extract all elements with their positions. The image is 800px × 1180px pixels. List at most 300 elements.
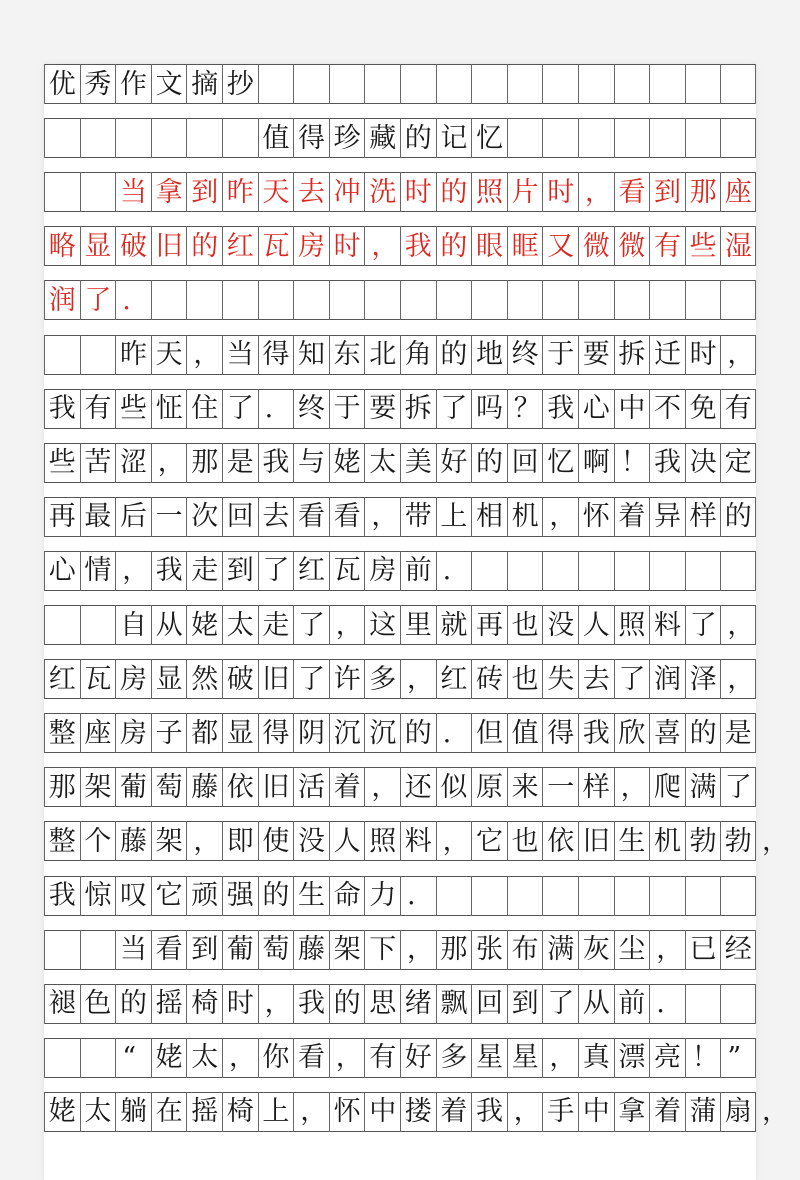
empty-cell [720,876,756,916]
character-cell: 角 [400,335,436,375]
character-cell: 子 [151,713,187,753]
character-cell: 尘 [614,930,650,970]
character-cell: 时 [400,172,436,212]
punctuation-cell: ， [329,1038,365,1078]
grid-row [44,605,756,645]
character-cell: 活 [293,767,329,807]
empty-cell [720,64,756,104]
character-cell: 吗 [471,389,507,429]
punctuation-cell: ， [364,497,400,537]
empty-cell [80,335,116,375]
character-cell: 了 [542,984,578,1024]
character-cell: 亮 [649,1038,685,1078]
character-cell: 破 [115,226,151,266]
empty-cell [222,118,258,158]
punctuation-cell: . [258,389,294,429]
empty-cell [542,876,578,916]
character-cell: 整 [44,713,80,753]
character-cell: 强 [222,876,258,916]
character-cell: 时 [542,172,578,212]
character-cell: 北 [364,335,400,375]
character-cell: 个 [80,821,116,861]
empty-cell [685,984,721,1024]
character-cell: 使 [258,821,294,861]
character-cell: 我 [649,443,685,483]
character-cell: 机 [649,821,685,861]
character-cell: 拿 [151,172,187,212]
character-cell: 得 [293,118,329,158]
character-cell: 即 [222,821,258,861]
grid-row [44,1038,756,1078]
grid-row-title [44,118,756,158]
character-cell: 灰 [578,930,614,970]
grid-row [44,713,756,753]
empty-cell [44,118,80,158]
empty-cell [151,118,187,158]
character-cell: 生 [614,821,650,861]
character-cell: 心 [578,389,614,429]
character-cell: 旧 [578,821,614,861]
character-cell: 了 [293,659,329,699]
character-cell: 美 [400,443,436,483]
character-cell: 不 [649,389,685,429]
character-cell: 的 [436,335,472,375]
character-cell: 欣 [614,713,650,753]
character-cell: 的 [400,713,436,753]
empty-cell [685,876,721,916]
character-cell: 藤 [115,821,151,861]
character-cell: 走 [186,551,222,591]
empty-cell [471,280,507,320]
empty-cell [614,551,650,591]
punctuation-cell: ， [400,659,436,699]
punctuation-cell: ！ [614,443,650,483]
character-cell: 去 [293,172,329,212]
character-cell: 里 [400,605,436,645]
grid-row [44,984,756,1024]
character-cell: 看 [293,497,329,537]
empty-cell [80,1038,116,1078]
character-cell: 砖 [471,659,507,699]
character-cell: 的 [400,118,436,158]
character-cell: 值 [507,713,543,753]
empty-cell [80,118,116,158]
grid-row [44,767,756,807]
empty-cell [44,1038,80,1078]
character-cell: 要 [578,335,614,375]
character-cell: 显 [80,226,116,266]
character-cell: 到 [186,930,222,970]
grid-row [44,1092,789,1132]
character-cell: 房 [364,551,400,591]
character-cell: 时 [222,984,258,1024]
character-cell: 房 [293,226,329,266]
character-cell: 看 [151,930,187,970]
grid-row [44,172,756,212]
character-cell: 得 [542,713,578,753]
character-cell: 涩 [115,443,151,483]
character-cell: 架 [80,767,116,807]
character-cell: 着 [614,497,650,537]
character-cell: 太 [222,605,258,645]
empty-cell [507,551,543,591]
character-cell: 太 [364,443,400,483]
punctuation-cell: ， [649,930,685,970]
character-cell: 人 [578,605,614,645]
grid-row [44,930,756,970]
empty-cell [329,280,365,320]
character-cell: 住 [186,389,222,429]
character-cell: 座 [720,172,756,212]
punctuation-cell: ， [542,1038,578,1078]
character-cell: 与 [293,443,329,483]
empty-cell [44,930,80,970]
character-cell: 也 [507,605,543,645]
character-cell: 拿 [614,1092,650,1132]
character-cell: 生 [293,876,329,916]
character-cell: 红 [222,226,258,266]
empty-cell [649,118,685,158]
punctuation-cell: ， [329,605,365,645]
character-cell: 失 [542,659,578,699]
character-cell: 星 [471,1038,507,1078]
character-cell: 要 [364,389,400,429]
character-cell: 飘 [436,984,472,1024]
empty-cell [44,172,80,212]
character-cell: 到 [222,551,258,591]
character-cell: 蒲 [685,1092,721,1132]
character-cell: 有 [649,226,685,266]
character-cell: 着 [329,767,365,807]
grid-row-header [44,64,756,104]
character-cell: 摇 [151,984,187,1024]
punctuation-cell: ， [151,443,187,483]
character-cell: 作 [115,64,151,104]
character-cell: 回 [222,497,258,537]
character-cell: 瓦 [80,659,116,699]
punctuation-cell: ， [578,172,614,212]
character-cell: 了 [80,280,116,320]
character-cell: 怀 [578,497,614,537]
empty-cell [578,280,614,320]
character-cell: 它 [471,821,507,861]
character-cell: 喜 [649,713,685,753]
character-cell: 来 [507,767,543,807]
character-cell: 红 [44,659,80,699]
empty-cell [471,551,507,591]
character-cell: 我 [293,984,329,1024]
character-cell: 搂 [400,1092,436,1132]
character-cell: 经 [720,930,756,970]
character-cell: 太 [80,1092,116,1132]
character-cell: 于 [329,389,365,429]
character-cell: 时 [685,335,721,375]
grid-row [44,226,756,266]
character-cell: 红 [436,659,472,699]
grid-row [44,821,789,861]
character-cell: 沉 [329,713,365,753]
character-cell: 回 [507,443,543,483]
character-cell: 叹 [115,876,151,916]
character-cell: 润 [44,280,80,320]
character-cell: 略 [44,226,80,266]
character-cell: 力 [364,876,400,916]
character-cell: 架 [151,821,187,861]
character-cell: 回 [471,984,507,1024]
character-cell: 漂 [614,1038,650,1078]
empty-cell [685,551,721,591]
character-cell: 破 [222,659,258,699]
character-cell: 些 [44,443,80,483]
character-cell: 一 [542,767,578,807]
punctuation-cell: ， [222,1038,258,1078]
empty-cell [364,64,400,104]
empty-cell [578,64,614,104]
character-cell: 得 [258,335,294,375]
character-cell: 最 [80,497,116,537]
character-cell: 我 [151,551,187,591]
character-cell: 异 [649,497,685,537]
character-cell: 满 [542,930,578,970]
character-cell: 那 [685,172,721,212]
punctuation-cell: ， [720,335,756,375]
character-cell: 拆 [614,335,650,375]
empty-cell [44,335,80,375]
character-cell: 色 [80,984,116,1024]
character-cell: 多 [364,659,400,699]
character-cell: 着 [649,1092,685,1132]
character-cell: 爬 [649,767,685,807]
character-cell: 我 [258,443,294,483]
character-cell: 许 [329,659,365,699]
grid-row [44,389,756,429]
character-cell: 萄 [258,930,294,970]
character-cell: 葡 [222,930,258,970]
punctuation-cell: ， [186,335,222,375]
punctuation-cell: ， [186,821,222,861]
character-cell: 中 [364,1092,400,1132]
punctuation-cell: ， [720,659,756,699]
character-cell: 些 [685,226,721,266]
empty-cell [720,280,756,320]
empty-cell [542,64,578,104]
character-cell: 好 [436,443,472,483]
character-cell: 了 [293,605,329,645]
character-cell: 昨 [115,335,151,375]
character-cell: 后 [115,497,151,537]
character-cell: 着 [436,1092,472,1132]
character-cell: 满 [685,767,721,807]
punctuation-cell: ， [762,1096,789,1128]
character-cell: 再 [44,497,80,537]
punctuation-cell: . [436,713,472,753]
character-cell: 人 [329,821,365,861]
character-cell: 地 [471,335,507,375]
character-cell: 椅 [186,984,222,1024]
empty-cell [685,118,721,158]
punctuation-cell: ， [762,825,789,857]
grid-row [44,497,756,537]
character-cell: 椅 [222,1092,258,1132]
character-cell: 顽 [186,876,222,916]
punctuation-cell: . [115,280,151,320]
character-cell: 湿 [720,226,756,266]
character-cell: 些 [115,389,151,429]
character-cell: 当 [115,930,151,970]
character-cell: 手 [542,1092,578,1132]
character-cell: 我 [400,226,436,266]
character-cell: 时 [329,226,365,266]
punctuation-cell: ？ [507,389,543,429]
character-cell: 了 [258,551,294,591]
character-cell: 思 [364,984,400,1024]
empty-cell [578,118,614,158]
character-cell: 原 [471,767,507,807]
character-cell: 于 [542,335,578,375]
character-cell: 真 [578,1038,614,1078]
empty-cell [685,280,721,320]
character-cell: 我 [471,1092,507,1132]
character-cell: 抄 [222,64,258,104]
character-cell: 到 [186,172,222,212]
character-cell: 摇 [186,1092,222,1132]
character-cell: 中 [614,389,650,429]
character-cell: 然 [186,659,222,699]
character-cell: 房 [115,659,151,699]
character-cell: 藏 [364,118,400,158]
character-cell: 眼 [471,226,507,266]
character-cell: 那 [436,930,472,970]
character-cell: 秀 [80,64,116,104]
character-cell: 沉 [364,713,400,753]
character-cell: 阴 [293,713,329,753]
empty-cell [436,64,472,104]
empty-cell [80,172,116,212]
empty-cell [400,280,436,320]
character-cell: 天 [258,172,294,212]
character-cell: 我 [542,389,578,429]
character-cell: 怀 [329,1092,365,1132]
empty-cell [471,64,507,104]
character-cell: 前 [614,984,650,1024]
character-cell: 照 [471,172,507,212]
composition-grid-paper [44,64,789,1180]
character-cell: 冲 [329,172,365,212]
character-cell: 的 [115,984,151,1024]
empty-cell [507,876,543,916]
character-cell: 了 [720,767,756,807]
punctuation-cell: . [649,984,685,1024]
character-cell: 的 [436,226,472,266]
character-cell: 旧 [258,659,294,699]
character-cell: 还 [400,767,436,807]
character-cell: 房 [115,713,151,753]
punctuation-cell: ！ [685,1038,721,1078]
character-cell: 终 [293,389,329,429]
character-cell: 姥 [151,1038,187,1078]
punctuation-cell: ” [720,1038,756,1078]
punctuation-cell: ， [614,767,650,807]
empty-cell [542,280,578,320]
empty-cell [471,876,507,916]
character-cell: 褪 [44,984,80,1024]
character-cell: 星 [507,1038,543,1078]
character-cell: 依 [222,767,258,807]
character-cell: 显 [222,713,258,753]
character-cell: 眶 [507,226,543,266]
character-cell: 下 [364,930,400,970]
character-cell: 的 [329,984,365,1024]
character-cell: 依 [542,821,578,861]
character-cell: 显 [151,659,187,699]
punctuation-cell: ， [542,497,578,537]
punctuation-cell: . [400,876,436,916]
empty-cell [186,118,222,158]
character-cell: 料 [400,821,436,861]
character-cell: 终 [507,335,543,375]
character-cell: 去 [258,497,294,537]
empty-cell [507,280,543,320]
punctuation-cell: . [436,551,472,591]
character-cell: 似 [436,767,472,807]
empty-cell [614,64,650,104]
character-cell: 相 [471,497,507,537]
character-cell: 旧 [151,226,187,266]
character-cell: 勃 [685,821,721,861]
character-cell: 已 [685,930,721,970]
empty-cell [614,876,650,916]
empty-cell [649,280,685,320]
character-cell: 带 [400,497,436,537]
empty-cell [578,551,614,591]
character-cell: 自 [115,605,151,645]
character-cell: 上 [258,1092,294,1132]
empty-cell [720,551,756,591]
character-cell: 有 [720,389,756,429]
empty-cell [649,876,685,916]
character-cell: 了 [685,605,721,645]
character-cell: 片 [507,172,543,212]
character-cell: 次 [186,497,222,537]
punctuation-cell: ， [507,1092,543,1132]
character-cell: 的 [258,876,294,916]
character-cell: 样 [578,767,614,807]
character-cell: 料 [649,605,685,645]
character-cell: 在 [151,1092,187,1132]
character-cell: 布 [507,930,543,970]
empty-cell [720,118,756,158]
character-cell: 文 [151,64,187,104]
empty-cell [115,118,151,158]
character-cell: 值 [258,118,294,158]
character-cell: 前 [400,551,436,591]
grid-row [44,280,756,320]
empty-cell [293,280,329,320]
character-cell: 整 [44,821,80,861]
grid-row [44,551,756,591]
character-cell: 定 [720,443,756,483]
character-cell: 忆 [471,118,507,158]
character-cell: 洗 [364,172,400,212]
character-cell: 我 [44,876,80,916]
character-cell: 有 [80,389,116,429]
character-cell: 优 [44,64,80,104]
empty-cell [614,280,650,320]
character-cell: 泽 [685,659,721,699]
empty-cell [151,280,187,320]
character-cell: 走 [258,605,294,645]
character-cell: 再 [471,605,507,645]
